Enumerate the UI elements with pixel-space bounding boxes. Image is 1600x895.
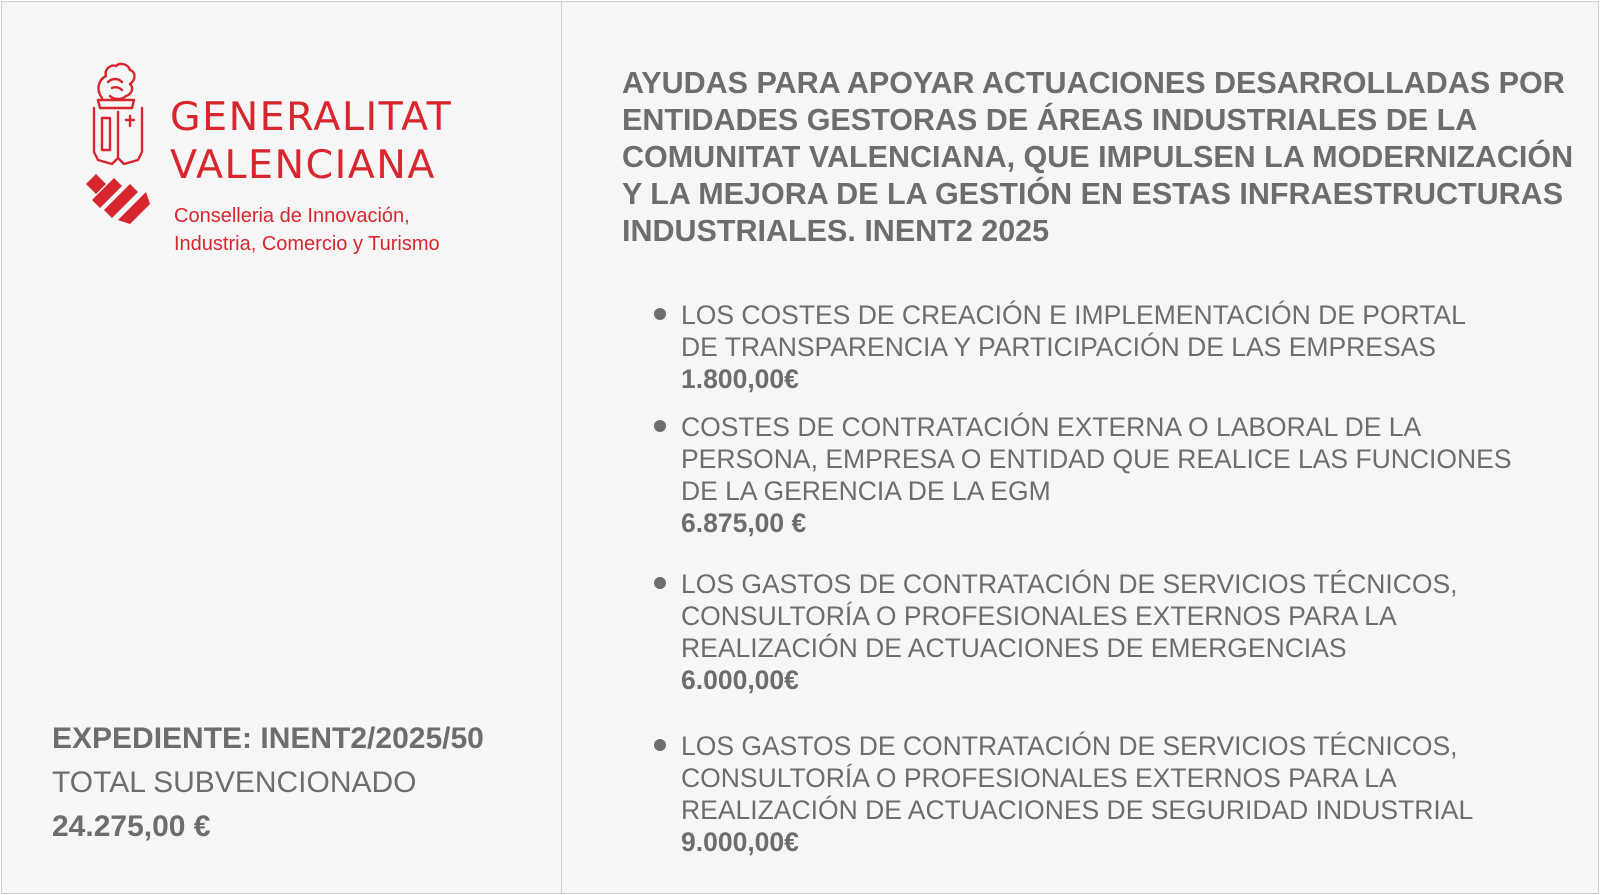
expediente-number: EXPEDIENTE: INENT2/2025/50 <box>52 722 484 755</box>
logo-department <box>174 202 440 258</box>
item-amount: 9.000,00€ <box>681 827 799 857</box>
logo-department-line-1: Conselleria de Innovación, <box>174 205 410 227</box>
page-title: AYUDAS PARA APOYAR ACTUACIONES DESARROLLADAS POR ENTIDADES GESTORAS DE ÁREAS INDUSTRIALES DE LA COMUNITAT VALENCIANA, QUE IMPULSEN LA MODERNIZACIÓN Y LA MEJORA DE LA GESTIÓN EN ESTAS INFRAESTRUCTURAS INDUSTRIALES. INENT2 2025 <box>622 66 1574 248</box>
logo-department-line-2: Industria, Comercio y Turismo <box>174 233 440 255</box>
coat-of-arms-icon <box>84 60 154 224</box>
list-item <box>654 299 1584 395</box>
item-description: COSTES DE CONTRATACIÓN EXTERNA O LABORAL DE LA PERSONA, EMPRESA O ENTIDAD QUE REALICE LAS FUNCIONES DE LA GERENCIA DE LA EGM <box>681 412 1512 506</box>
item-amount: 6.000,00€ <box>681 665 799 695</box>
bullet-icon <box>654 739 666 751</box>
grant-summary <box>52 717 484 849</box>
logo-line-generalitat: GENERALITAT <box>170 94 453 140</box>
bullet-icon <box>654 420 666 432</box>
item-description: LOS GASTOS DE CONTRATACIÓN DE SERVICIOS TÉCNICOS, CONSULTORÍA O PROFESIONALES EXTERNOS PARA LA REALIZACIÓN DE ACTUACIONES DE SEGURIDAD INDUSTRIAL <box>681 731 1474 825</box>
column-divider <box>561 2 562 893</box>
item-description: LOS COSTES DE CREACIÓN E IMPLEMENTACIÓN DE PORTAL DE TRANSPARENCIA Y PARTICIPACIÓN DE LAS EMPRESAS <box>681 300 1466 362</box>
bullet-icon <box>654 577 666 589</box>
list-item <box>654 411 1584 539</box>
list-item <box>654 730 1584 858</box>
logo-line-valenciana: VALENCIANA <box>170 142 436 188</box>
total-amount: 24.275,00 € <box>52 810 211 843</box>
info-card <box>1 1 1599 894</box>
item-amount: 6.875,00 € <box>681 508 807 538</box>
item-description: LOS GASTOS DE CONTRATACIÓN DE SERVICIOS TÉCNICOS, CONSULTORÍA O PROFESIONALES EXTERNOS PARA LA REALIZACIÓN DE ACTUACIONES DE EMERGENCIAS <box>681 569 1458 663</box>
bullet-icon <box>654 308 666 320</box>
total-label: TOTAL SUBVENCIONADO <box>52 766 417 799</box>
item-amount: 1.800,00€ <box>681 364 799 394</box>
list-item <box>654 568 1584 696</box>
